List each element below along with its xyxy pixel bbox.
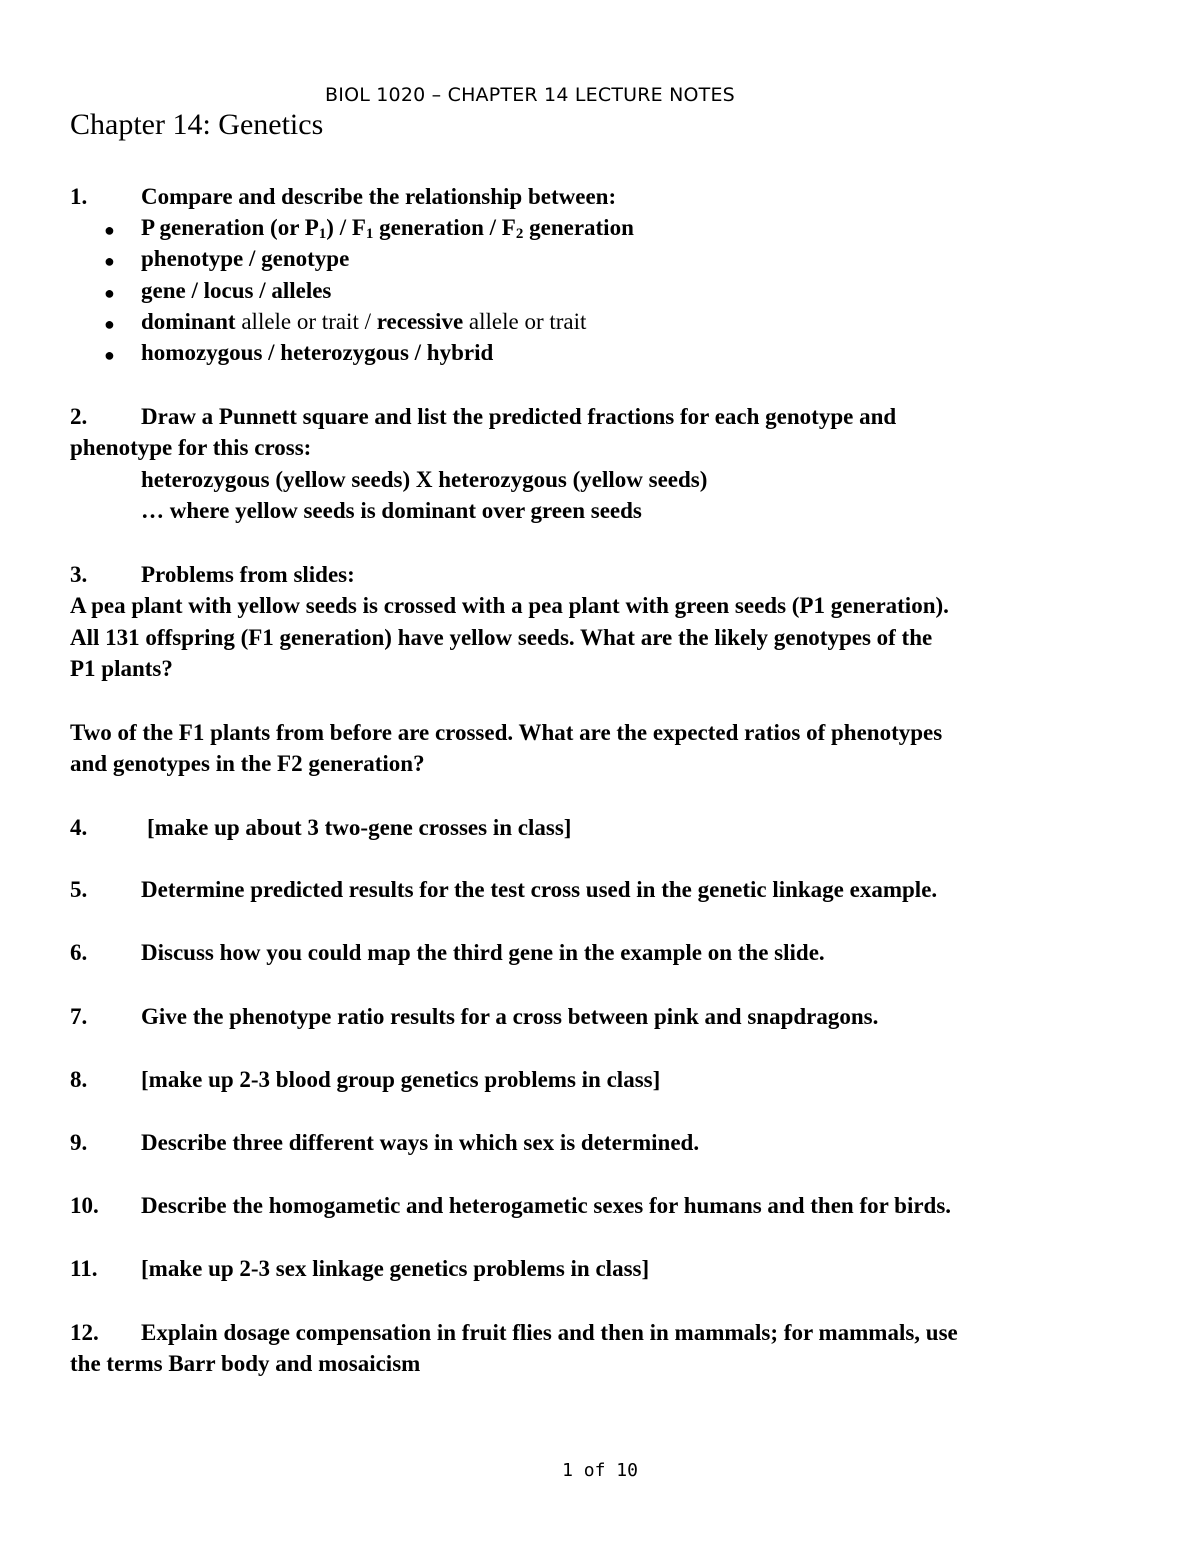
bullet-icon: ● xyxy=(104,283,115,303)
q1-bullet-3: gene / locus / alleles xyxy=(141,278,332,303)
q9-number: 9. xyxy=(70,1130,88,1155)
q7-text: Give the phenotype ratio results for a cross between pink and snapdragons. xyxy=(141,1004,879,1029)
chapter-title: Chapter 14: Genetics xyxy=(70,108,324,141)
q2-line-2: phenotype for this cross: xyxy=(70,435,312,460)
q3-problem-1-line-3: P1 plants? xyxy=(70,656,173,681)
q8-text: [make up 2-3 blood group genetics problems in class] xyxy=(141,1067,661,1092)
page-number: 1 of 10 xyxy=(562,1460,638,1481)
q12-number: 12. xyxy=(70,1320,99,1345)
q6-text: Discuss how you could map the third gene in the example on the slide. xyxy=(141,940,825,965)
page-header: BIOL 1020 – CHAPTER 14 LECTURE NOTES xyxy=(325,84,735,106)
q3-number: 3. xyxy=(70,562,88,587)
bullet-icon: ● xyxy=(104,314,115,334)
q2-number: 2. xyxy=(70,404,88,429)
q1-bullet-2: phenotype / genotype xyxy=(141,246,350,271)
q1-bullet-4: dominant allele or trait / recessive allele or trait xyxy=(141,309,587,334)
q12-line-1: Explain dosage compensation in fruit flies and then in mammals; for mammals, use xyxy=(141,1320,958,1345)
q12-line-2: the terms Barr body and mosaicism xyxy=(70,1351,421,1376)
q3-problem-1-line-1: A pea plant with yellow seeds is crossed with a pea plant with green seeds (P1 generation). xyxy=(70,593,949,618)
q1-bullet-1: P generation (or $P_1) / F_1$ generation / $F_2$ generation xyxy=(141,215,634,242)
q3-text: Problems from slides: xyxy=(141,562,355,587)
q3-problem-2-line-1: Two of the F1 plants from before are crossed. What are the expected ratios of phenotypes xyxy=(70,720,943,745)
q2-line-1: Draw a Punnett square and list the predicted fractions for each genotype and xyxy=(141,404,897,429)
q1-number: 1. xyxy=(70,184,88,209)
q2-line-4: … where yellow seeds is dominant over green seeds xyxy=(141,498,642,523)
q10-text: Describe the homogametic and heterogametic sexes for humans and then for birds. xyxy=(141,1193,952,1218)
q5-number: 5. xyxy=(70,877,88,902)
q6-number: 6. xyxy=(70,940,88,965)
q7-number: 7. xyxy=(70,1004,88,1029)
q4-text: [make up about 3 two-gene crosses in class] xyxy=(147,815,572,840)
q2-line-3: heterozygous (yellow seeds) X heterozygous (yellow seeds) xyxy=(141,467,708,492)
q4-number: 4. xyxy=(70,815,88,840)
q3-problem-2-line-2: and genotypes in the F2 generation? xyxy=(70,751,425,776)
q8-number: 8. xyxy=(70,1067,88,1092)
q11-text: [make up 2-3 sex linkage genetics problems in class] xyxy=(141,1256,650,1281)
q1-bullet-5: homozygous / heterozygous / hybrid xyxy=(141,340,494,365)
q3-problem-1-line-2: All 131 offspring (F1 generation) have yellow seeds. What are the likely genotypes of the xyxy=(70,625,933,650)
bullet-icon: ● xyxy=(104,345,115,365)
q10-number: 10. xyxy=(70,1193,99,1218)
bullet-icon: ● xyxy=(104,220,115,240)
q9-text: Describe three different ways in which sex is determined. xyxy=(141,1130,700,1155)
q5-text: Determine predicted results for the test cross used in the genetic linkage example. xyxy=(141,877,938,902)
q1-text: Compare and describe the relationship between: xyxy=(141,184,617,209)
bullet-icon: ● xyxy=(104,251,115,271)
q11-number: 11. xyxy=(70,1256,98,1281)
